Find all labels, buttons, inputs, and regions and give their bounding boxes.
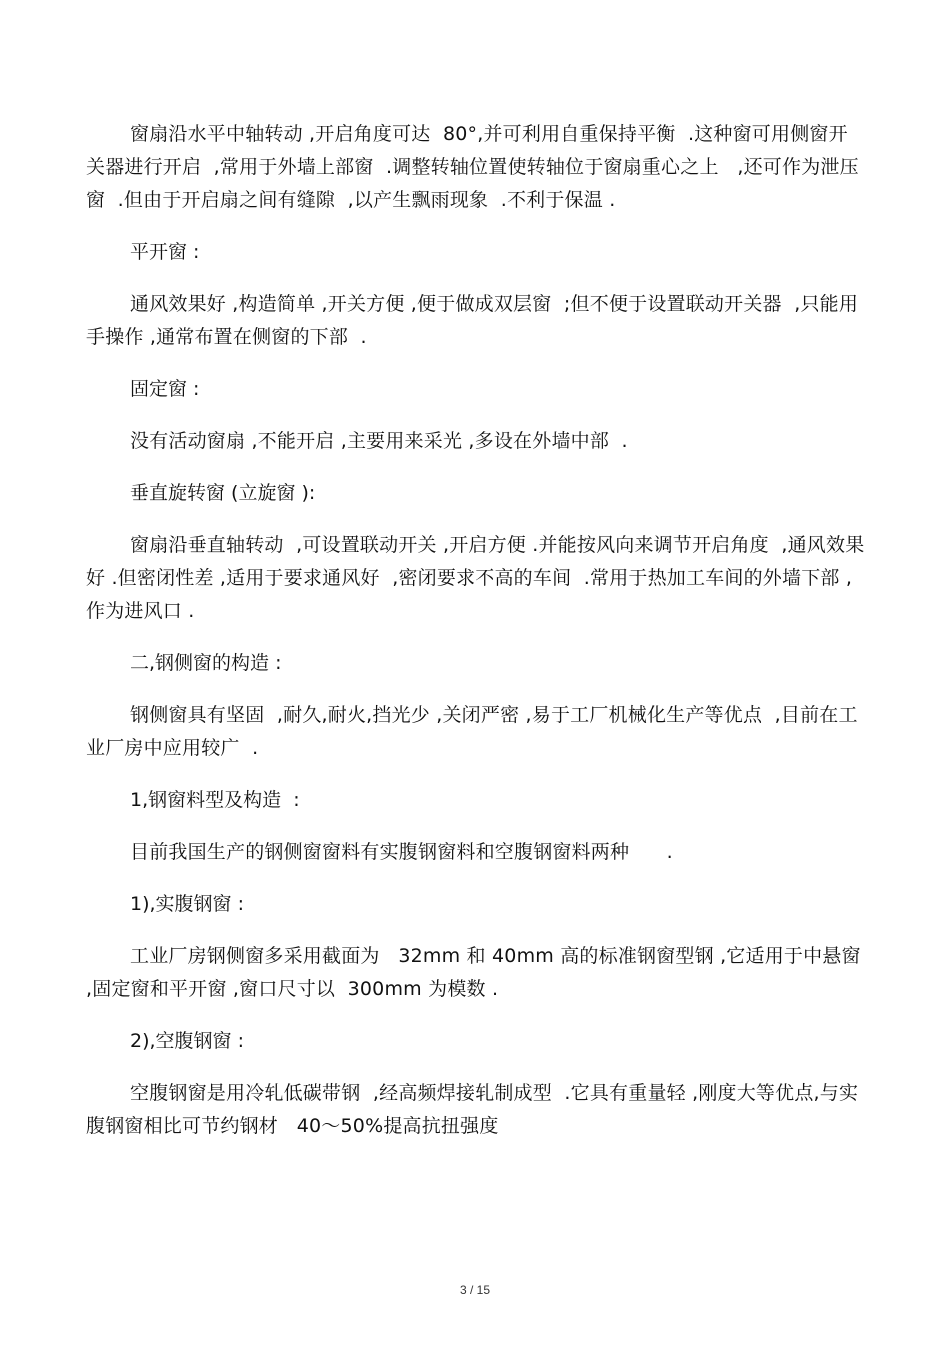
paragraph-fixed-window: 没有活动窗扇 ,不能开启 ,主要用来采光 ,多设在外墙中部 . (130, 430, 628, 452)
paragraph-steel-side-window: 钢侧窗具有坚固 ,耐久,耐火,挡光少 ,关闭严密 ,易于工厂机械化生产等优点 ,目前在工业厂房中应用较广 . (86, 704, 858, 759)
heading-solid-steel-window: 1),实腹钢窗 : (130, 893, 244, 915)
heading-vertical-pivot-window: 垂直旋转窗 (立旋窗 ): (130, 482, 316, 504)
heading-steel-side-window: 二,钢侧窗的构造 : (130, 652, 282, 674)
page-number: 3 / 15 (459, 1283, 491, 1297)
paragraph-center-pivot-window: 窗扇沿水平中轴转动 ,开启角度可达 80°,并可利用自重保持平衡 .这种窗可用侧窗开关器进行开启 ,常用于外墙上部窗 .调整转轴位置使转轴位于窗扇重心之上 ,还可作为泄压窗 .但由于开启扇之间有缝隙 ,以产生飘雨现象 .不利于保温 . (86, 123, 859, 211)
heading-casement-window: 平开窗 : (130, 241, 200, 263)
heading-steel-profile: 1,钢窗料型及构造 : (130, 789, 300, 811)
document-body (86, 118, 866, 1162)
paragraph-casement-window: 通风效果好 ,构造简单 ,开关方便 ,便于做成双层窗 ;但不便于设置联动开关器 ,只能用手操作 ,通常布置在侧窗的下部 . (86, 293, 859, 348)
paragraph-hollow-steel-window: 空腹钢窗是用冷轧低碳带钢 ,经高频焊接轧制成型 .它具有重量轻 ,刚度大等优点,与实腹钢窗相比可节约钢材 40～50%提高抗扭强度 (86, 1082, 859, 1137)
paragraph-solid-steel-window: 工业厂房钢侧窗多采用截面为 32mm 和 40mm 高的标准钢窗型钢 ,它适用于中悬窗 ,固定窗和平开窗 ,窗口尺寸以 300mm 为模数 . (86, 945, 867, 1000)
heading-hollow-steel-window: 2),空腹钢窗 : (130, 1030, 244, 1052)
paragraph-steel-profile: 目前我国生产的钢侧窗窗料有实腹钢窗料和空腹钢窗料两种 . (130, 841, 673, 863)
paragraph-vertical-pivot-window: 窗扇沿垂直轴转动 ,可设置联动开关 ,开启方便 .并能按风向来调节开启角度 ,通风效果好 .但密闭性差 ,适用于要求通风好 ,密闭要求不高的车间 .常用于热加工车间的外墙下部 ,作为进风口 . (86, 534, 865, 622)
heading-fixed-window: 固定窗 : (130, 378, 200, 400)
